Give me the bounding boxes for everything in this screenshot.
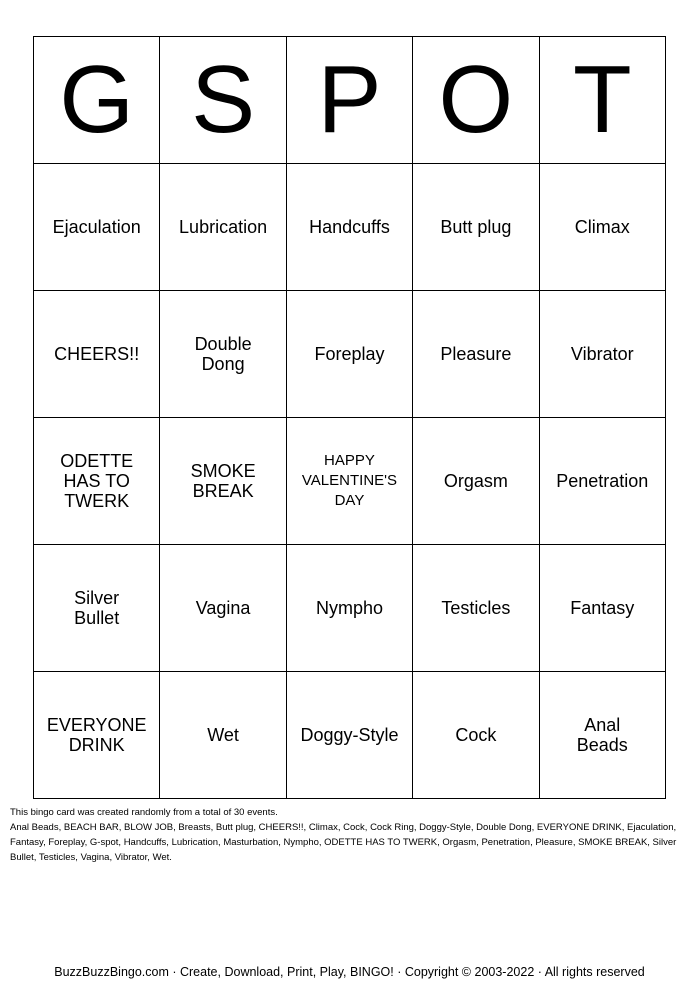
bingo-cell <box>34 545 160 672</box>
cell-text: SMOKE BREAK <box>190 461 256 501</box>
cell-text: EVERYONE DRINK <box>46 715 147 755</box>
bingo-cell <box>160 672 286 799</box>
bingo-cell <box>413 164 539 291</box>
bingo-cell <box>34 672 160 799</box>
cell-text: Lubrication <box>179 217 268 237</box>
header-letter: P <box>317 46 382 153</box>
bingo-cell <box>539 545 665 672</box>
bingo-header-row <box>34 37 666 164</box>
bingo-cell <box>539 164 665 291</box>
bingo-cell <box>286 545 412 672</box>
bingo-cell <box>286 291 412 418</box>
bingo-cell <box>160 164 286 291</box>
bingo-row <box>34 164 666 291</box>
bingo-cell <box>160 291 286 418</box>
cell-text: Silver Bullet <box>74 588 120 628</box>
footer-text: BuzzBuzzBingo.com · Create, Download, Print, Play, BINGO! · Copyright © 2003-2022 · All rights reserved <box>54 965 645 979</box>
bingo-cell <box>539 418 665 545</box>
page-footer <box>0 964 699 980</box>
cell-text: Orgasm <box>443 471 508 491</box>
header-cell <box>34 37 160 164</box>
cell-text: Wet <box>207 725 239 745</box>
header-letter: T <box>572 46 632 153</box>
header-cell <box>539 37 665 164</box>
bingo-cell <box>286 672 412 799</box>
bingo-cell <box>539 291 665 418</box>
cell-text: CHEERS!! <box>54 344 140 364</box>
cell-text: Pleasure <box>440 344 512 364</box>
cell-text: Foreplay <box>314 344 385 364</box>
header-cell <box>160 37 286 164</box>
cell-text: HAPPY VALENTINE'S DAY <box>301 452 398 509</box>
cell-text: Climax <box>574 217 630 237</box>
events-list: Anal Beads, BEACH BAR, BLOW JOB, Breasts, Butt plug, CHEERS!!, Climax, Cock, Cock Ring, Doggy-Style, Double Dong, EVERYONE DRINK, Ejaculation, Fantasy, Foreplay, G-spot, Handcuffs, Lubrication, Masturbation, Nympho, ODETTE HAS TO TWERK, Orgasm, Penetration, Pleasure, SMOKE BREAK, Silver Bullet, Testicles, Vagina, Vibrator, Wet. <box>10 822 677 863</box>
bingo-card <box>33 36 666 799</box>
bingo-cell <box>34 164 160 291</box>
header-cell <box>286 37 412 164</box>
cell-text: Anal Beads <box>576 715 628 755</box>
bingo-cell <box>286 418 412 545</box>
bingo-row <box>34 418 666 545</box>
header-cell <box>413 37 539 164</box>
bingo-cell <box>34 418 160 545</box>
created-note: This bingo card was created randomly from a total of 30 events. <box>10 807 278 818</box>
cell-text: Double Dong <box>194 334 252 374</box>
bingo-cell <box>539 672 665 799</box>
bingo-cell <box>413 291 539 418</box>
bingo-row <box>34 672 666 799</box>
cell-text: Nympho <box>315 598 383 618</box>
bingo-cell <box>413 672 539 799</box>
bingo-cell <box>160 545 286 672</box>
cell-text: Doggy-Style <box>300 725 399 745</box>
cell-text: Fantasy <box>570 598 635 618</box>
bingo-cell <box>413 545 539 672</box>
card-info <box>10 805 690 865</box>
header-letter: G <box>59 46 135 153</box>
cell-text: Vagina <box>195 598 251 618</box>
bingo-cell <box>160 418 286 545</box>
header-letter: S <box>191 46 256 153</box>
bingo-cell <box>34 291 160 418</box>
bingo-cell <box>286 164 412 291</box>
bingo-row <box>34 291 666 418</box>
cell-text: Penetration <box>556 471 649 491</box>
cell-text: Cock <box>455 725 497 745</box>
cell-text: Butt plug <box>440 217 512 237</box>
cell-text: Testicles <box>441 598 511 618</box>
cell-text: ODETTE HAS TO TWERK <box>60 451 134 511</box>
cell-text: Handcuffs <box>309 217 390 237</box>
cell-text: Vibrator <box>570 344 634 364</box>
bingo-row <box>34 545 666 672</box>
header-letter: O <box>438 46 514 153</box>
cell-text: Ejaculation <box>52 217 141 237</box>
bingo-cell <box>413 418 539 545</box>
